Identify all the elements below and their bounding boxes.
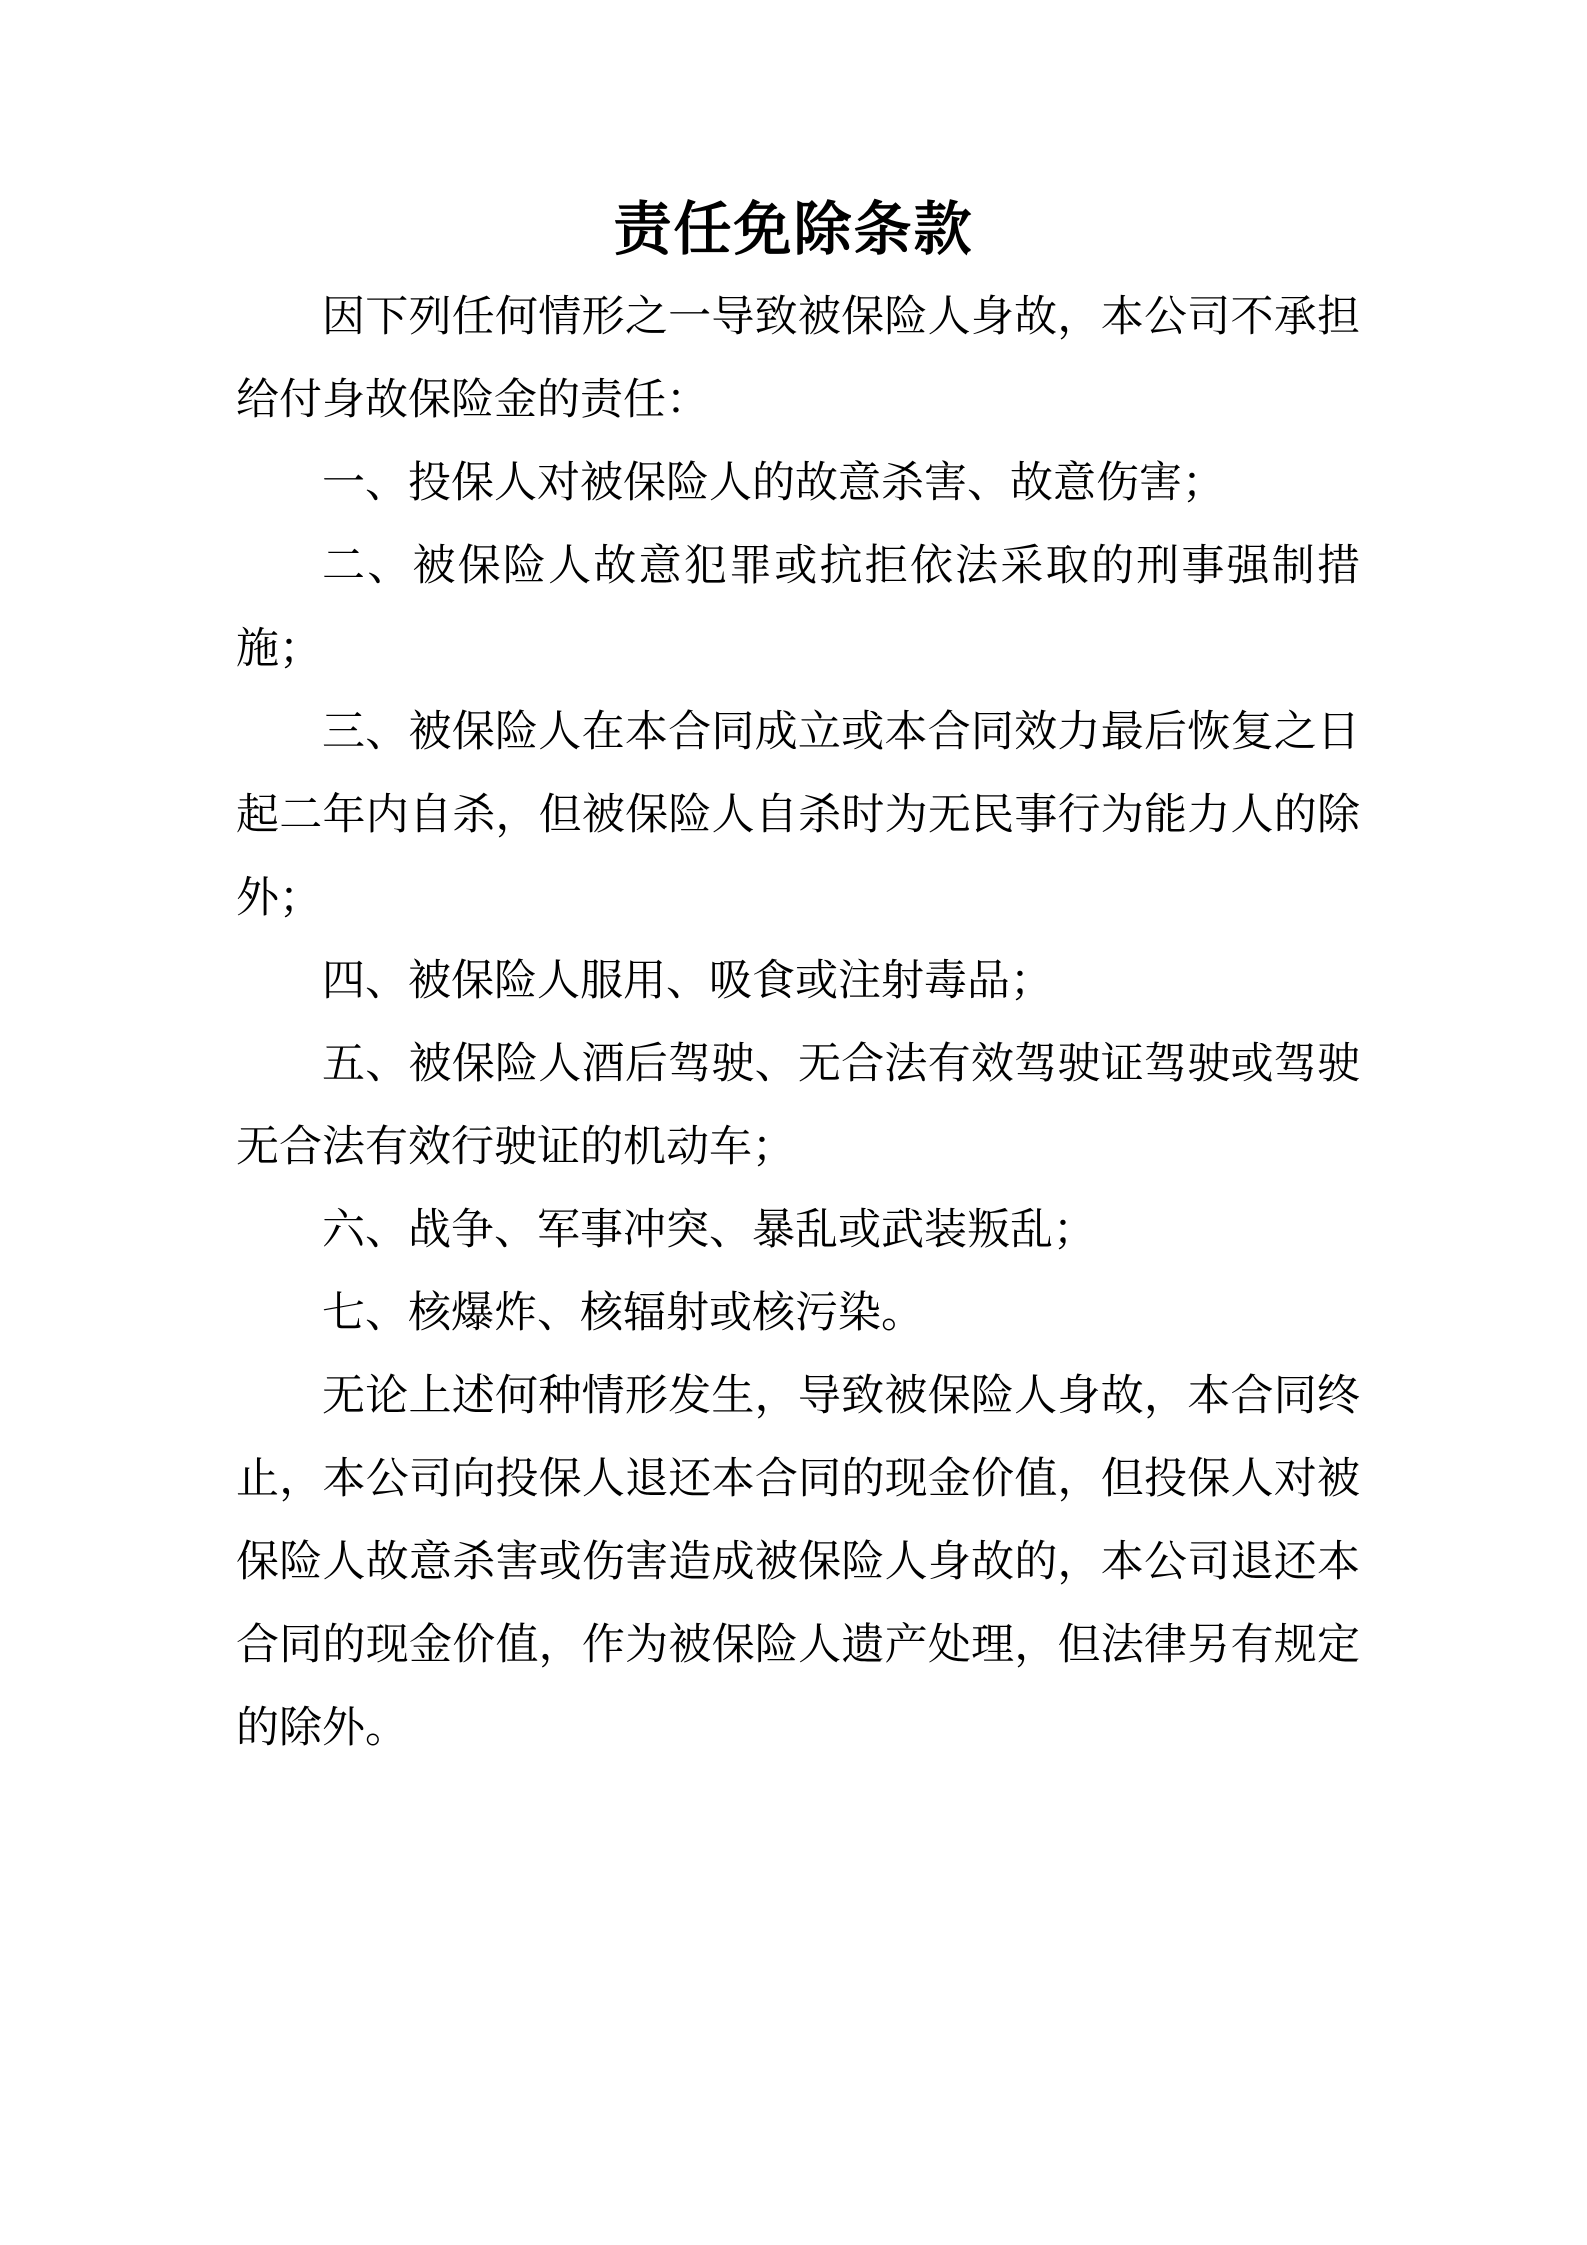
clause-item-4: 四、被保险人服用、吸食或注射毒品； xyxy=(322,958,1053,1005)
closing-paragraph: 无论上述何种情形发生，导致被保险人身故，本合同终止，本公司向投保人退还本合同的现金价值，但投保人对被保险人故意杀害或伤害造成被保险人身故的，本公司退还本合同的现金价值，作为被保险人遗产处理，但法律另有规定的除外。 xyxy=(236,1373,1360,1752)
document-body xyxy=(236,276,1360,1770)
clause-item-7: 七、核爆炸、核辐射或核污染。 xyxy=(322,1290,924,1337)
clause-item-1: 一、投保人对被保险人的故意杀害、故意伤害； xyxy=(322,460,1225,507)
document-title: 责任免除条款 xyxy=(613,197,974,262)
intro-paragraph: 因下列任何情形之一导致被保险人身故，本公司不承担给付身故保险金的责任： xyxy=(236,294,1360,424)
clause-item-3: 三、被保险人在本合同成立或本合同效力最后恢复之日起二年内自杀，但被保险人自杀时为无民事行为能力人的除外； xyxy=(236,709,1360,922)
clause-item-6: 六、战争、军事冲突、暴乱或武装叛乱； xyxy=(322,1207,1096,1254)
clause-item-2: 二、被保险人故意犯罪或抗拒依法采取的刑事强制措施； xyxy=(236,543,1360,673)
clause-item-5: 五、被保险人酒后驾驶、无合法有效驾驶证驾驶或驾驶无合法有效行驶证的机动车； xyxy=(236,1041,1360,1171)
